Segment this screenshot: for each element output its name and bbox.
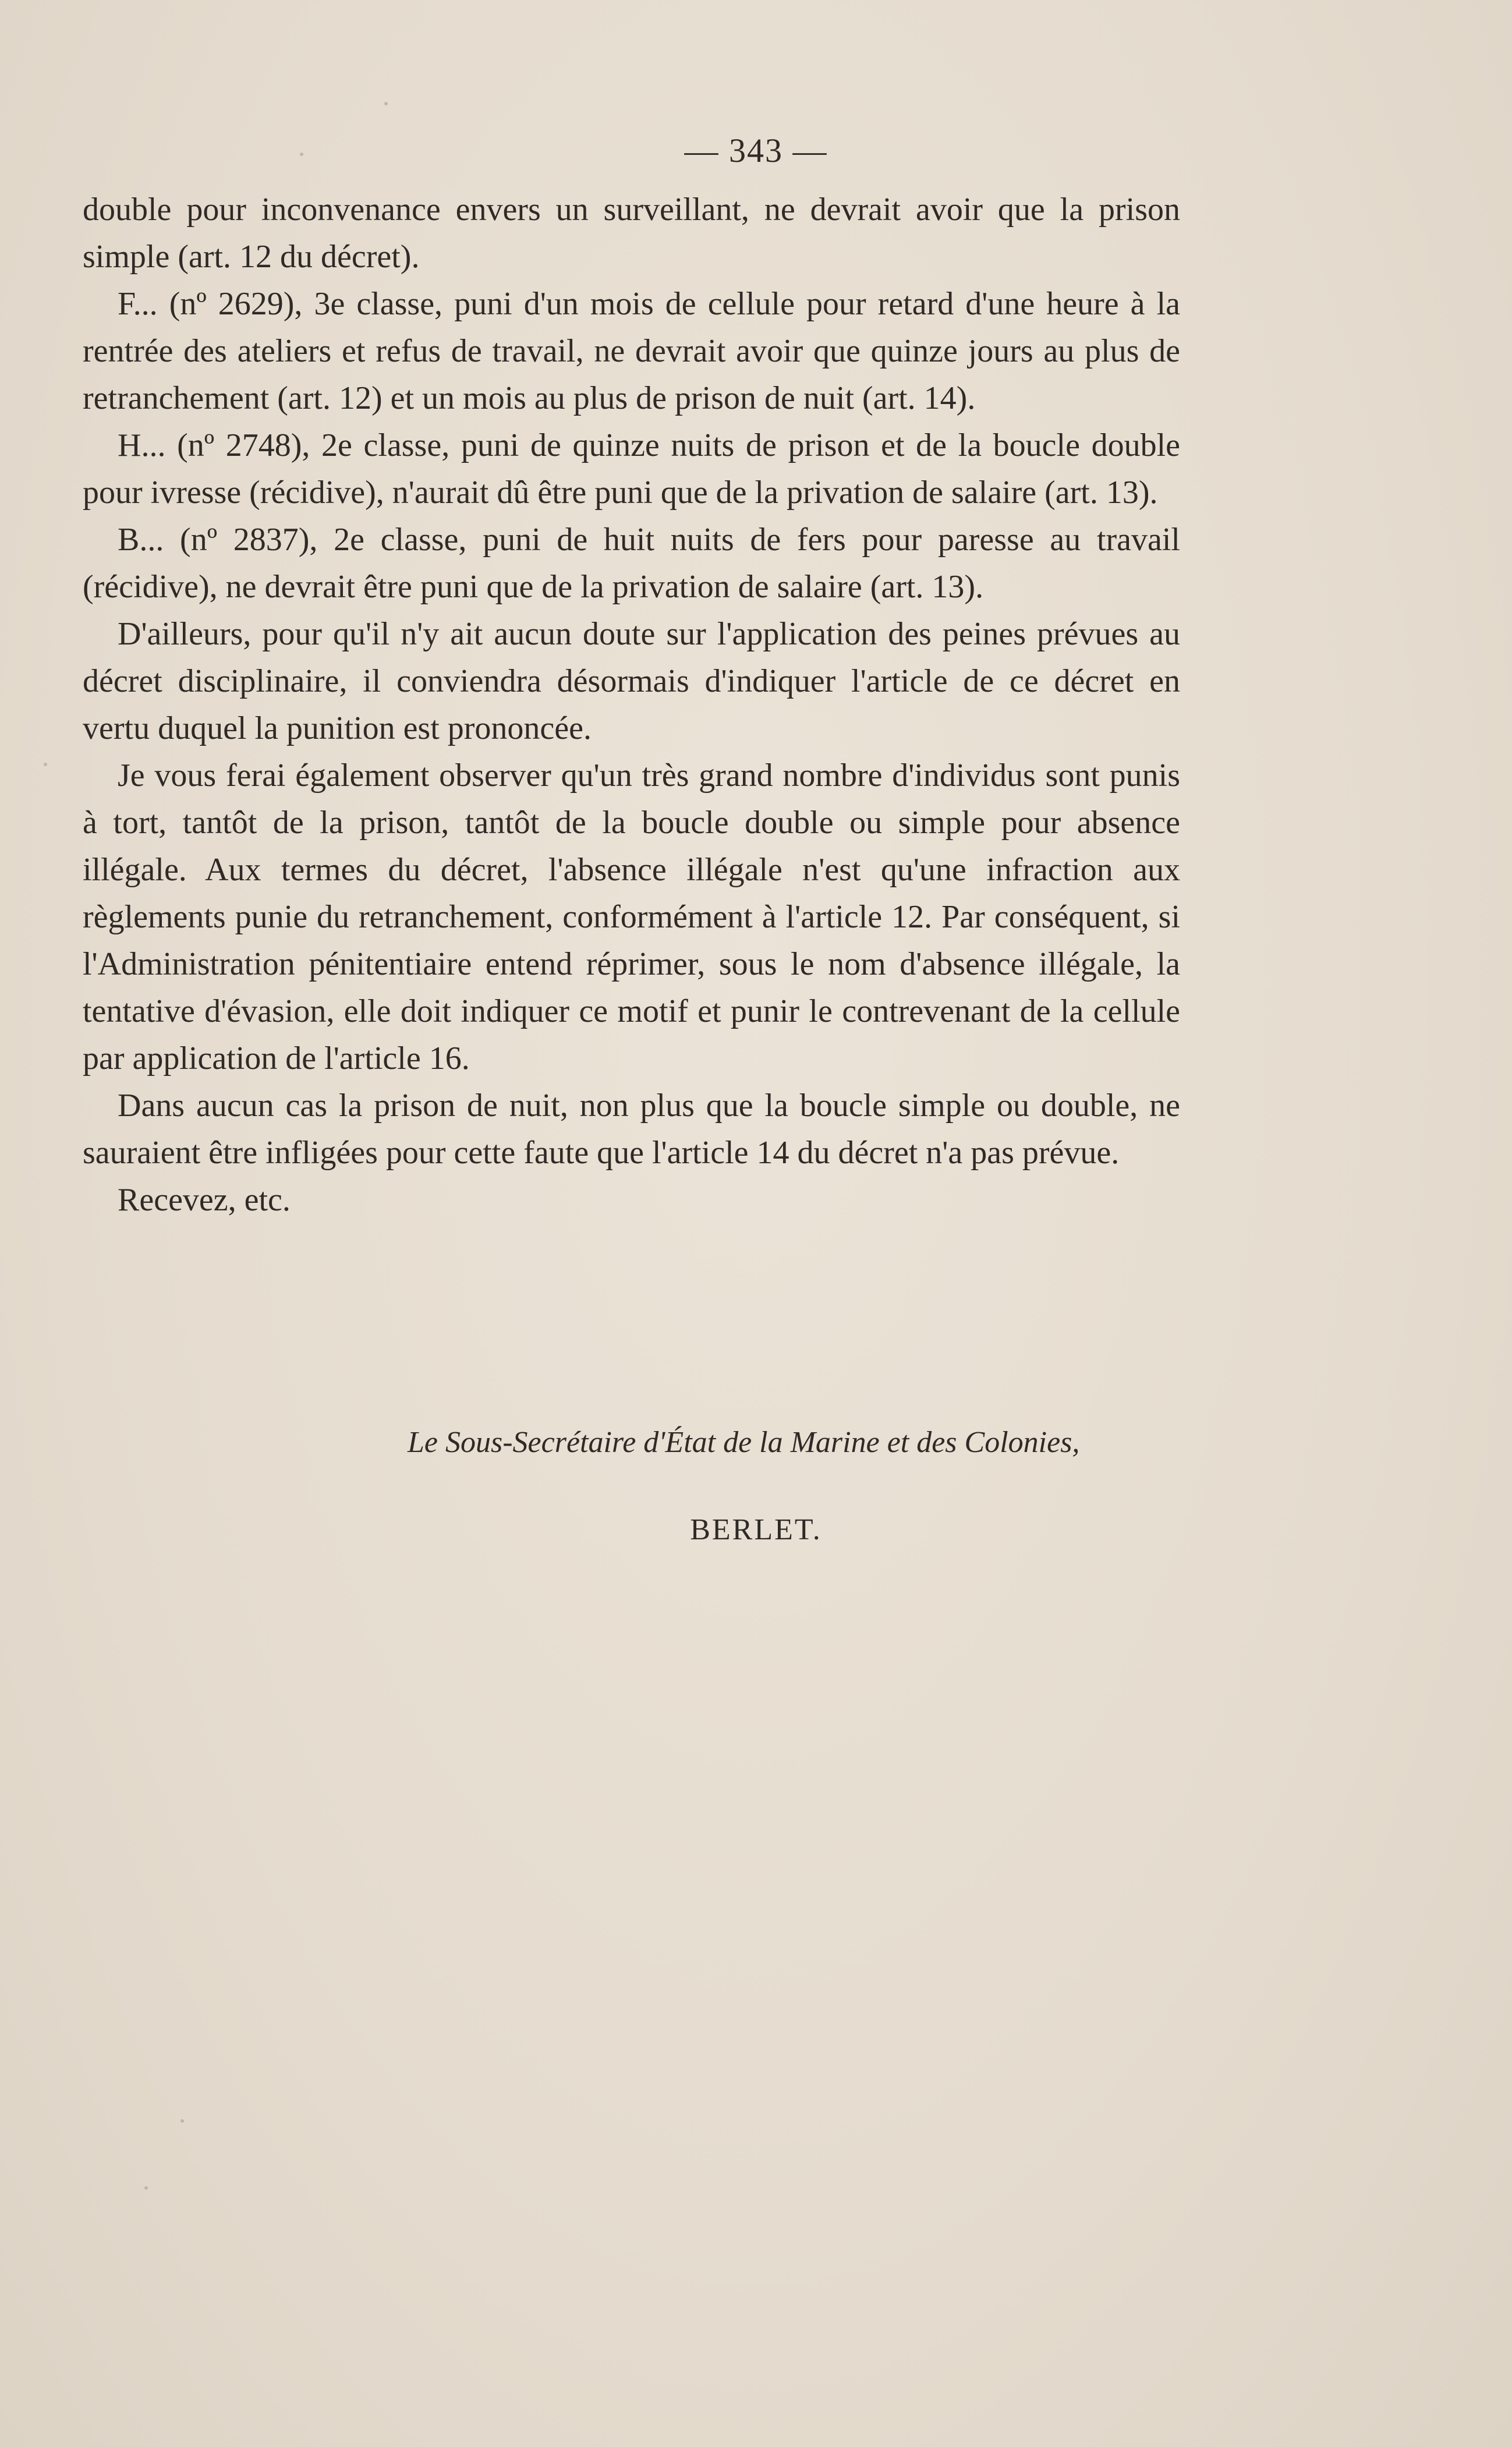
paragraph-prohibition: Dans aucun cas la prison de nuit, non plus que la boucle simple ou double, ne sauraient être infligées pour cette faute que l'article 14 du décret n'a pas prévue. bbox=[83, 1088, 1180, 1171]
paper-speck bbox=[300, 153, 303, 156]
paper-speck bbox=[44, 763, 47, 766]
body-text bbox=[83, 186, 1180, 1224]
paragraph-continuation: double pour inconvenance envers un surveillant, ne devrait avoir que la prison simple (art. 12 du décret). bbox=[83, 192, 1180, 275]
signature-title: Le Sous-Secrétaire d'État de la Marine et des Colonies, bbox=[408, 1426, 1080, 1459]
paragraph-case-f: F... (nº 2629), 3e classe, puni d'un mois de cellule pour retard d'une heure à la rentrée des ateliers et refus de travail, ne devrait avoir que quinze jours au plus de retranchement (art. 12) et un mois au plus de prison de nuit (art. 14). bbox=[83, 286, 1180, 416]
paragraph-closing: Recevez, etc. bbox=[118, 1182, 291, 1218]
paper-speck bbox=[384, 102, 388, 105]
paragraph-observation: Je vous ferai également observer qu'un très grand nombre d'individus sont punis à tort, tantôt de la prison, tantôt de la boucle double ou simple pour absence illégale. Aux termes du décret, l'absence illégale n'est qu'une infraction aux règlements punie du retranchement, conformément à l'article 12. Par conséquent, si l'Administration pénitentiaire entend réprimer, sous le nom d'absence illégale, la tentative d'évasion, elle doit indiquer ce motif et punir le contrevenant de la cellule par application de l'article 16. bbox=[83, 757, 1180, 1076]
signature-name: BERLET. bbox=[690, 1513, 822, 1546]
paper-speck bbox=[144, 2186, 148, 2190]
paragraph-case-h: H... (nº 2748), 2e classe, puni de quinze nuits de prison et de la boucle double pour ivresse (récidive), n'aurait dû être puni que de la privation de salaire (art. 13). bbox=[83, 427, 1180, 511]
paragraph-case-b: B... (nº 2837), 2e classe, puni de huit nuits de fers pour paresse au travail (récidive), ne devrait être puni que de la privation de salaire (art. 13). bbox=[83, 522, 1180, 605]
paragraph-instruction: D'ailleurs, pour qu'il n'y ait aucun doute sur l'application des peines prévues au décret disciplinaire, il conviendra désormais d'indiquer l'article de ce décret en vertu duquel la punition est prononcée. bbox=[83, 616, 1180, 746]
page-number: — 343 — bbox=[684, 132, 828, 169]
paper-speck bbox=[180, 2119, 184, 2123]
